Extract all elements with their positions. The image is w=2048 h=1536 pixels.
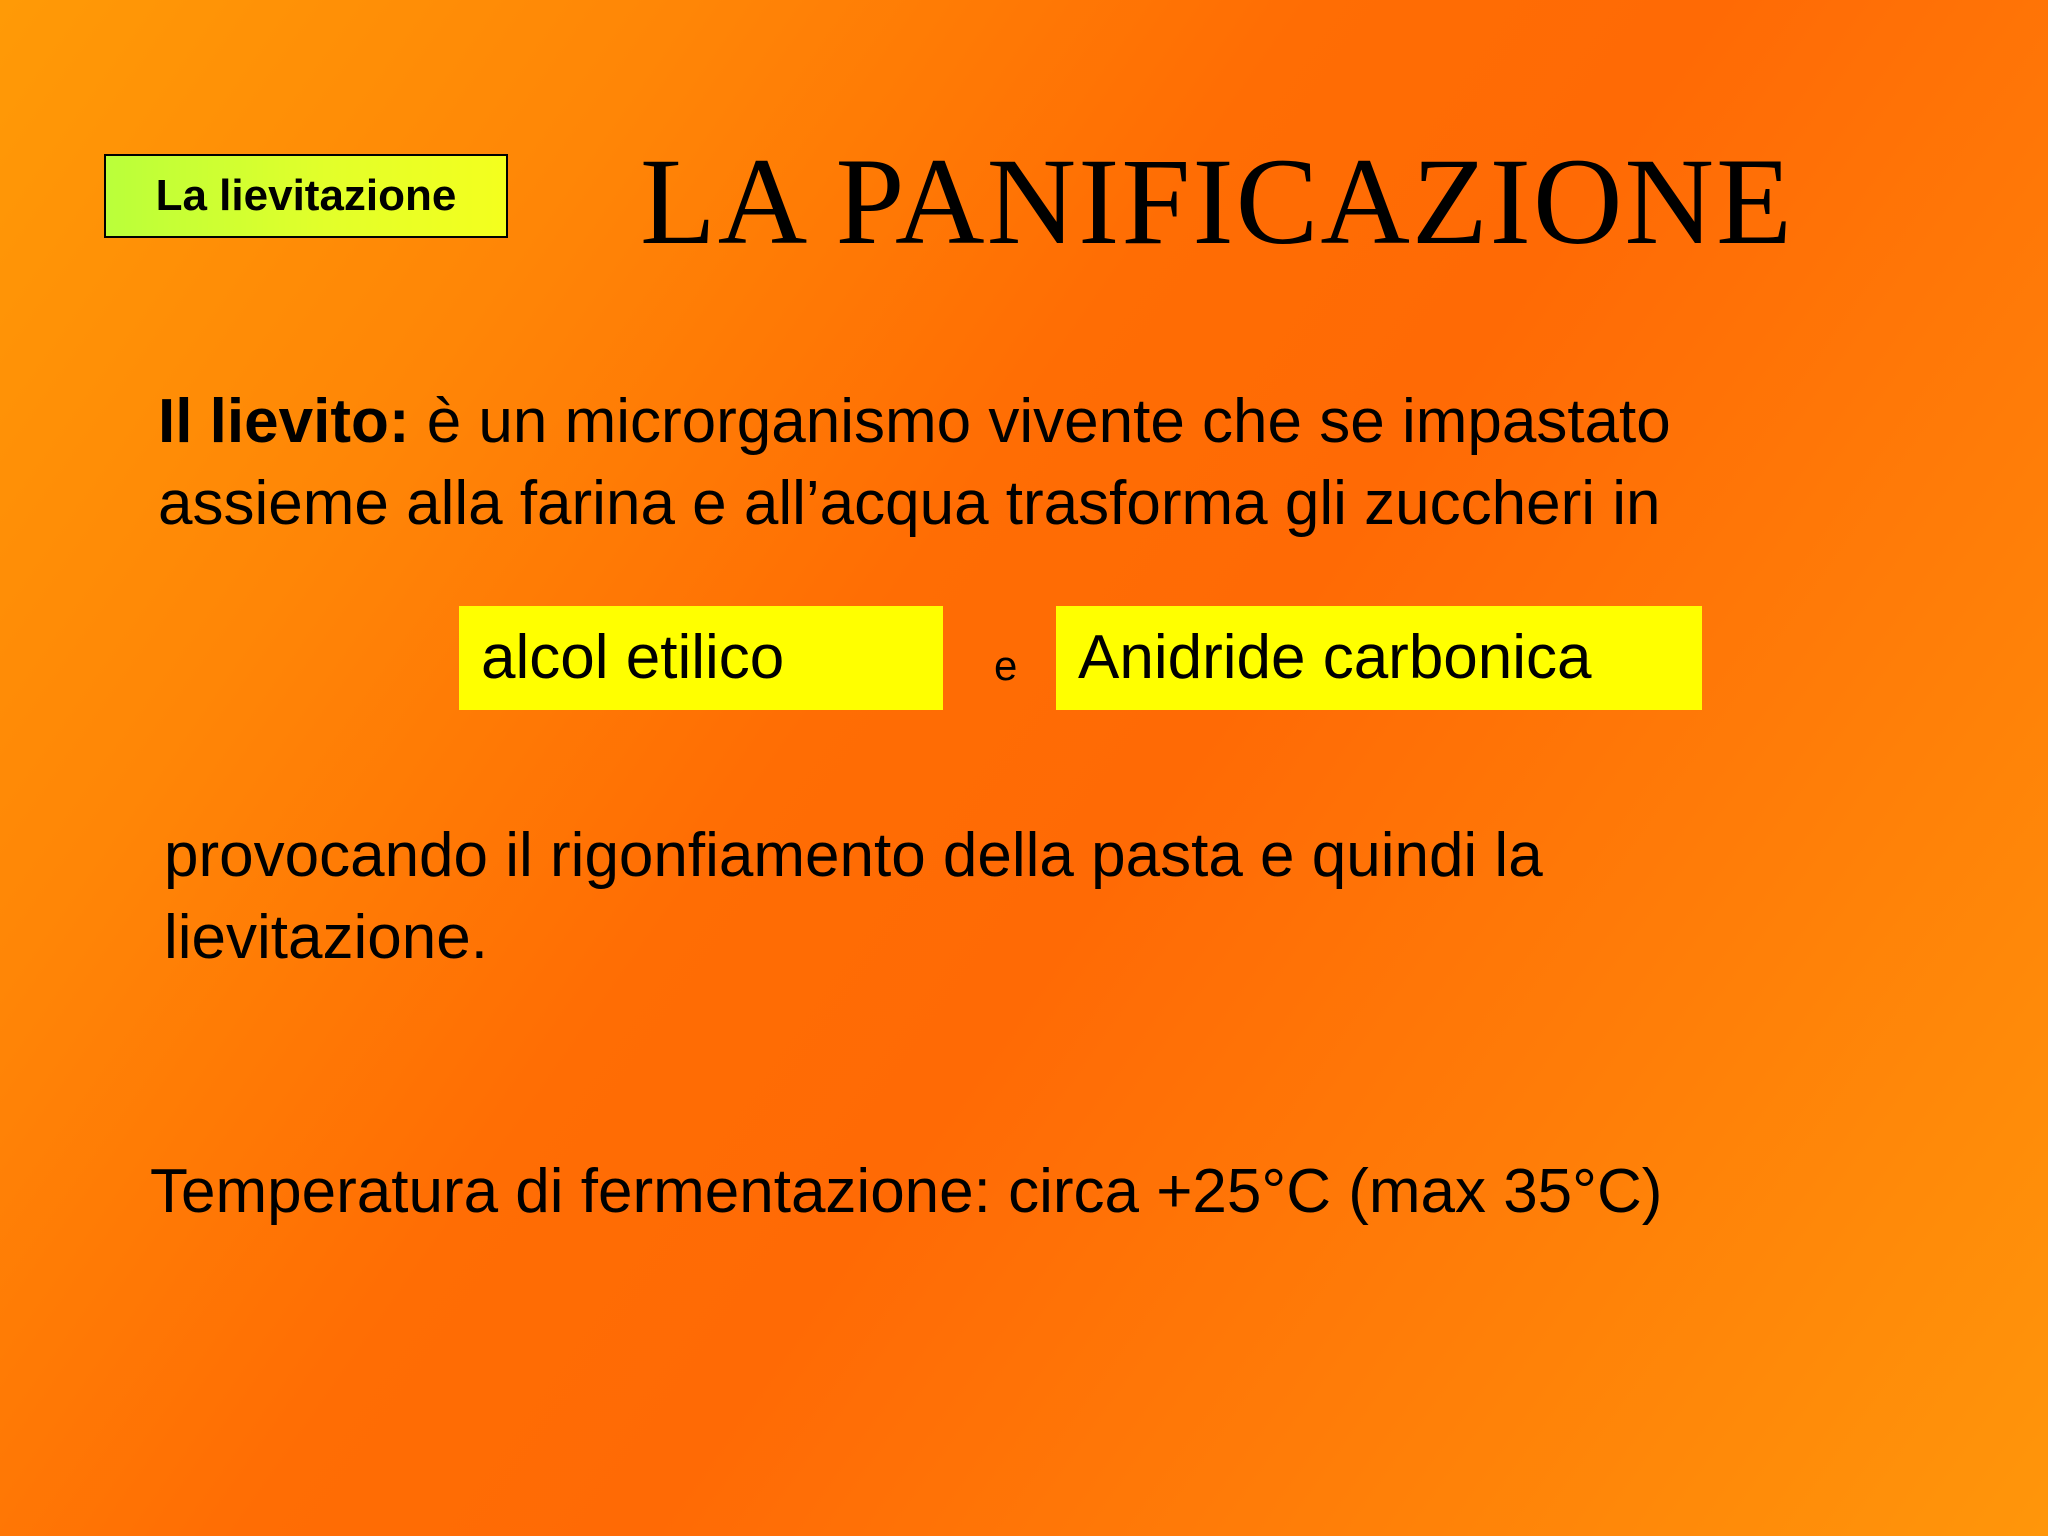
- product-label-alcohol: alcol etilico: [481, 623, 785, 692]
- topic-badge-label: La lievitazione: [155, 171, 457, 220]
- result-paragraph: [164, 815, 1543, 979]
- product-label-co2: Anidride carbonica: [1078, 623, 1592, 692]
- intro-line-1: [158, 381, 1671, 463]
- intro-line-1-text: è un microrganismo vivente che se impastato: [409, 387, 1671, 456]
- temperature-note: Temperatura di fermentazione: circa +25°C (max 35°C): [150, 1157, 1663, 1226]
- product-box-alcohol: [459, 606, 943, 710]
- intro-paragraph: [158, 381, 1671, 545]
- conjunction-label: e: [994, 642, 1018, 689]
- result-line-1: provocando il rigonfiamento della pasta e quindi la: [164, 821, 1543, 890]
- product-box-co2: [1056, 606, 1702, 710]
- slide-title: LA PANIFICAZIONE: [640, 133, 1794, 270]
- topic-badge: [104, 154, 508, 238]
- intro-term: Il lievito:: [158, 387, 410, 456]
- intro-line-2: assieme alla farina e all’acqua trasforma gli zuccheri in: [158, 469, 1661, 538]
- result-line-2: lievitazione.: [164, 903, 488, 972]
